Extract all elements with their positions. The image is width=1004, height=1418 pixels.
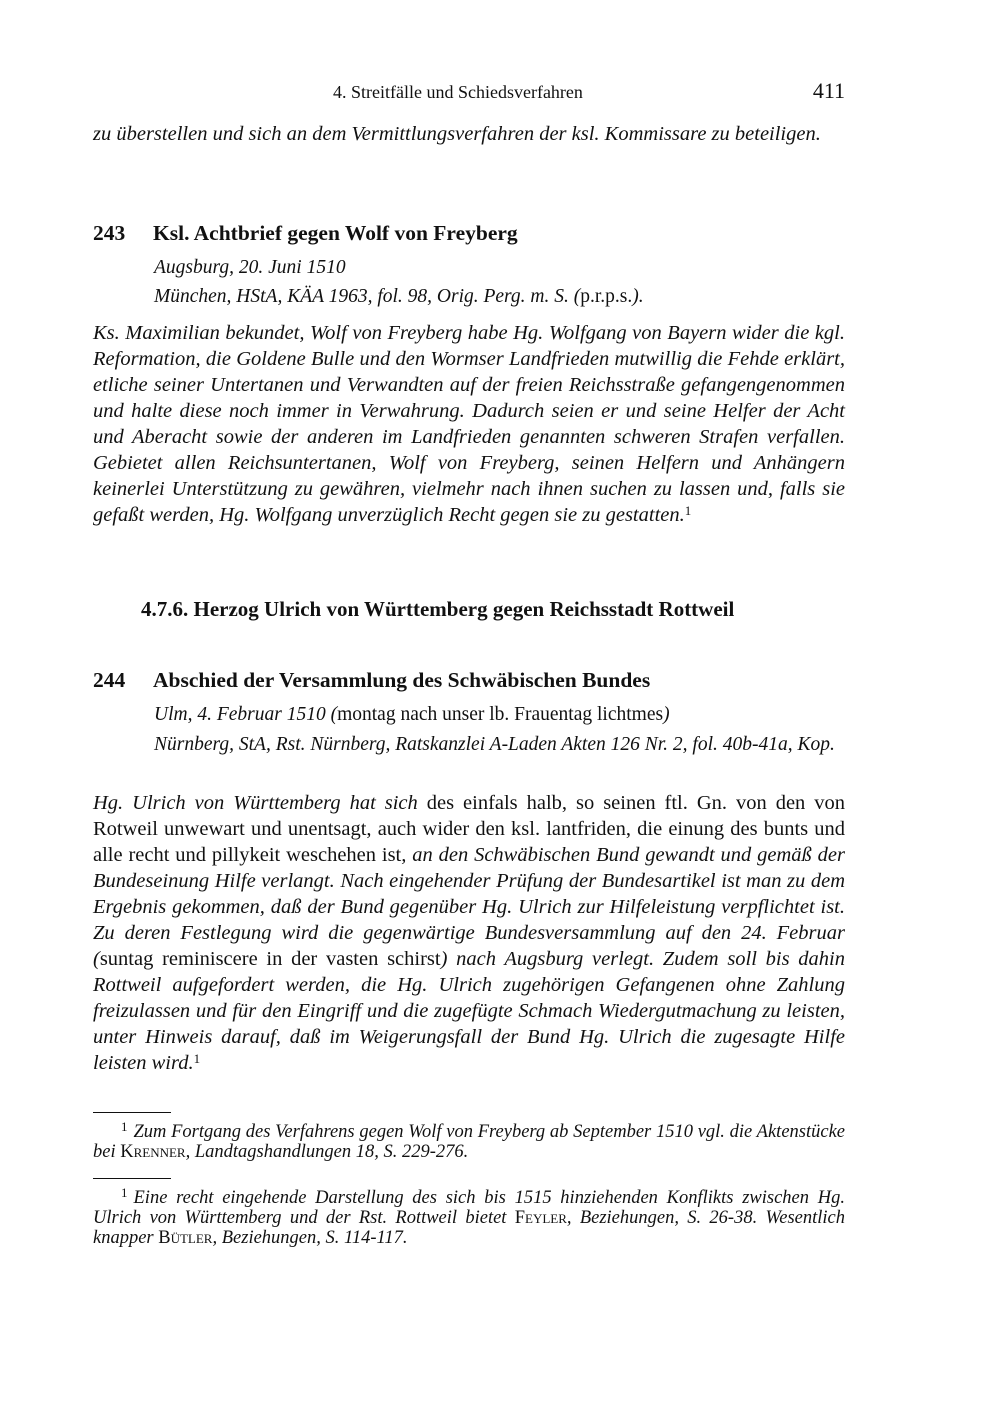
doc-243-heading xyxy=(93,221,518,246)
doc-243-source xyxy=(154,285,844,309)
regest-italic: ) nach Augsburg verlegt. Zudem soll bis dahin Rottweil aufgefordert werden, die Hg. Ulrich zugehörigen Gefangenen ohne Zahlung freizulassen und für den Eingriff und die zugefügte Schmach Wiedergutmachung zu leisten, unter Hinweis darauf, daß im Weigerungsfall der Bund Hg. Ulrich die zugesagte Hilfe leisten wird. xyxy=(93,948,845,1074)
regest-italic: Hg. Ulrich von Württemberg hat sich xyxy=(93,792,418,814)
doc-title: Abschied der Versammlung des Schwäbischen Bundes xyxy=(153,668,651,692)
footnote-text: Eine recht eingehende Darstellung des sich bis 1515 hinziehenden Konflikts zwischen Hg. Ulrich von Württemberg und der Rst. Rottweil bietet xyxy=(93,1188,845,1228)
footnote-ref: 1 xyxy=(193,1051,201,1066)
footnote-rule xyxy=(93,1178,171,1179)
regest-italic: , an den Schwäbischen Bund gewandt und gemäß der Bundeseinung Hilfe verlangt. Nach eingehender Prüfung der Bundesartikel ist man zu dem Ergebnis gekommen, daß der Bund gegenüber Hg. Ulrich zur Hilfeleistung verpflichtet ist. Zu deren Festlegung wird die gegenwärtige Bundesversammlung auf den 24. Februar ( xyxy=(93,844,845,970)
footnote-rule xyxy=(93,1112,171,1113)
intro-text xyxy=(93,121,845,147)
date-text-end: ) xyxy=(663,704,670,725)
source-text-end: ). xyxy=(632,286,644,307)
section-heading: 4.7.6. Herzog Ulrich von Württemberg gegen Reichsstadt Rottweil xyxy=(141,597,735,621)
doc-243-regest xyxy=(93,320,845,528)
doc-title: Ksl. Achtbrief gegen Wolf von Freyberg xyxy=(153,221,518,245)
regest-text: Ks. Maximilian bekundet, Wolf von Freyberg habe Hg. Wolfgang von Bayern wider die kgl. Reformation, die Goldene Bulle und den Wormser Landfrieden mutwillig die Fehde erklärt, etliche seiner Untertanen und Verwandten auf der freien Reichsstraße gefangengenommen und halte diese noch immer in Verwahrung. Dadurch seien er und seine Helfer der Acht und Aberacht sowie der anderen im Landfrieden genannten schweren Strafen verfallen. Gebietet allen Reichsuntertanen, Wolf von Freyberg, seinen Helfern und Anhängern keinerlei Unterstützung zu gewähren, vielmehr nach ihnen suchen zu lassen und, falls sie gefaßt werden, Hg. Wolfgang unverzüglich Recht gegen sie zu gestatten. xyxy=(93,322,845,526)
footnote-text: , Landtagshandlungen 18, S. 229-276. xyxy=(185,1142,469,1162)
footnote-text: Zum Fortgang des Verfahrens gegen Wolf von Freyberg ab September 1510 vgl. die Aktenstücke bei xyxy=(93,1122,845,1162)
footnote-ref: 1 xyxy=(684,503,692,518)
page-number: 411 xyxy=(812,78,845,103)
doc-244-source: Nürnberg, StA, Rst. Nürnberg, Ratskanzlei A-Laden Akten 126 Nr. 2, fol. 40b-41a, Kop. xyxy=(154,734,835,755)
footnote-text: , Beziehungen, S. 114-117. xyxy=(212,1228,408,1248)
doc-number: 244 xyxy=(93,668,126,692)
regest-quote: suntag reminiscere in der vasten schirst xyxy=(99,948,441,970)
footnote-text: , Beziehungen, S. 26-38. Wesentlich knapper xyxy=(93,1208,845,1248)
date-text: Ulm, 4. Februar 1510 ( xyxy=(154,704,338,725)
source-text: München, HStA, KÄA 1963, fol. 98, Orig. Perg. m. S. ( xyxy=(154,286,581,307)
author-name: Feyler xyxy=(514,1208,567,1228)
doc-244-date xyxy=(154,703,844,727)
doc-244-heading xyxy=(93,668,650,693)
intro-text-content: zu überstellen und sich an dem Vermittlungsverfahren der ksl. Kommissare zu beteiligen. xyxy=(93,123,821,145)
source-note: p.r.p.s. xyxy=(580,286,633,307)
running-title: 4. Streitfälle und Schiedsverfahren xyxy=(333,82,583,102)
date-quote: montag nach unser lb. Frauentag lichtmes xyxy=(337,704,664,725)
regest-quote: des einfals halb, so seinen ftl. Gn. von den von Rotweil unwewart und unentsagt, auch wider den ksl. lantfriden, die einung des bunts und alle recht und pillykeit weschehen ist xyxy=(93,792,846,866)
footnote xyxy=(93,1119,845,1162)
footnote xyxy=(93,1185,845,1248)
footnote-number: 1 xyxy=(121,1119,128,1134)
doc-243-date: Augsburg, 20. Juni 1510 xyxy=(154,257,346,278)
author-name: Krenner xyxy=(120,1142,186,1162)
doc-number: 243 xyxy=(93,221,126,245)
footnote-number: 1 xyxy=(121,1185,128,1200)
author-name: Bütler xyxy=(158,1228,213,1248)
doc-244-regest xyxy=(93,790,845,1076)
